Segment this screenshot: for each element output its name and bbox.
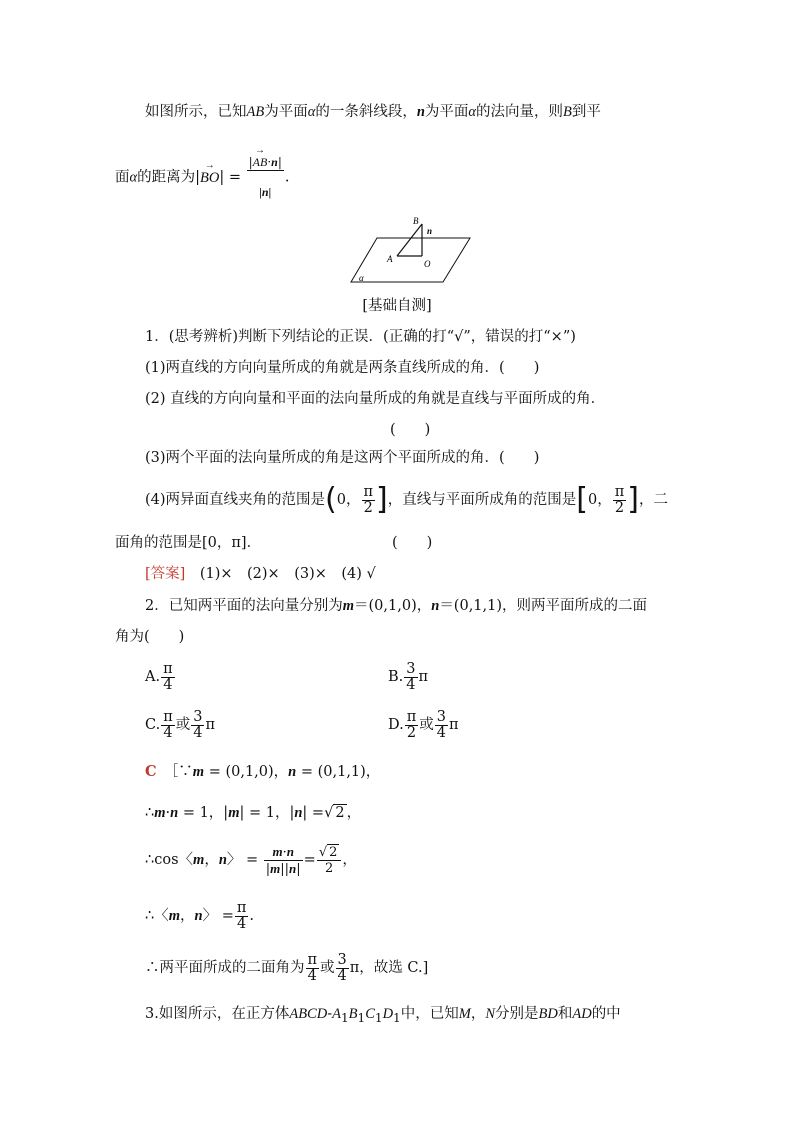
q3-stem: 3.如图所示，在正方体ABCD-$A_1B_1C_1D_1$中，已知M，N分别是BD和AD的中 <box>145 1006 621 1025</box>
q2-solution-5: ∴两平面所成的二面角为 $\frac{\pi}{4}$ 或 $\frac{3}{4}$ π，故选 C.] <box>145 951 429 984</box>
q1-answer: [答案] (1)× (2)× (3)× (4) √ <box>145 566 376 582</box>
q2-solution-2: ∴m·n = 1，|m| = 1，|n| =√ 2 ， <box>145 800 361 826</box>
q2-solution-1: C ［∵m = (0,1,0)，n = (0,1,1)， <box>145 763 381 780</box>
q1-statement-3: (3)两个平面的法向量所成的角是这两个平面所成的角．( ) <box>145 450 540 466</box>
q2-solution-4: ∴〈m，n〉 = $\frac{\pi}{4}$ . <box>145 899 254 932</box>
q1-statement-2: (2) 直线的方向向量和平面的法向量所成的角就是直线与平面所成的角． <box>145 391 606 407</box>
q1-statement-1: (1)两直线的方向向量所成的角就是两条直线所成的角．( ) <box>145 360 540 376</box>
section-title: [基础自测] <box>362 298 432 314</box>
segment-ab <box>397 224 422 256</box>
q2-option-a: A. $\frac{\pi}{4}$ <box>145 660 173 693</box>
q2-option-d: D. $\frac{\pi}{2}$ 或 $\frac{3}{4}$ π <box>388 708 459 741</box>
distance-fraction: $\frac{|\to AB\cdot n|}{|n|}$ <box>247 155 284 200</box>
q2-stem: 2．已知两平面的法向量分别为m＝(0,1,0)，n＝(0,1,1)，则两平面所成的二面 <box>145 598 648 614</box>
q2-solution-3: ∴cos〈m，n〉 = $\frac{m\cdot n}{|m||n|}$ = $\frac{√ 2}{2}$ ， <box>145 843 357 877</box>
plane-figure <box>345 210 480 290</box>
q1-statement-4-paren: ( ) <box>392 535 433 551</box>
q2-option-c: C. $\frac{\pi}{4}$ 或 $\frac{3}{4}$ π <box>145 708 215 741</box>
q1-statement-4: (4)两异面直线夹角的范围是(0， $\frac{\pi}{2}$ ]，直线与平面所成角的范围是[0， $\frac{\pi}{2}$ ]，二 <box>145 482 668 517</box>
label-a: A <box>387 254 393 264</box>
intro-line-2: 面α的距离为|→ BO| = $\frac{|\to AB\cdot n|}{|n|}$ . <box>115 155 290 200</box>
q1-stem: 1．(思考辨析)判断下列结论的正误．(正确的打“√”，错误的打“×”) <box>145 329 576 345</box>
q2-stem-cont: 角为( ) <box>115 629 185 645</box>
label-o: O <box>424 259 431 269</box>
q2-option-b: B. $\frac{3}{4}$ π <box>388 660 429 693</box>
label-n: n <box>427 226 433 236</box>
label-alpha: α <box>359 273 364 283</box>
label-b: B <box>413 216 419 226</box>
plane-alpha-shape <box>351 238 470 282</box>
intro-line-1: 如图所示，已知AB为平面α的一条斜线段，n为平面α的法向量，则B到平 <box>145 104 601 120</box>
vector-bo: → BO <box>200 163 219 193</box>
q1-statement-2-paren: ( ) <box>390 422 431 438</box>
q1-statement-4-cont: 面角的范围是[0，π]． <box>115 535 262 551</box>
sqrt-2: √ 2 <box>324 805 345 821</box>
